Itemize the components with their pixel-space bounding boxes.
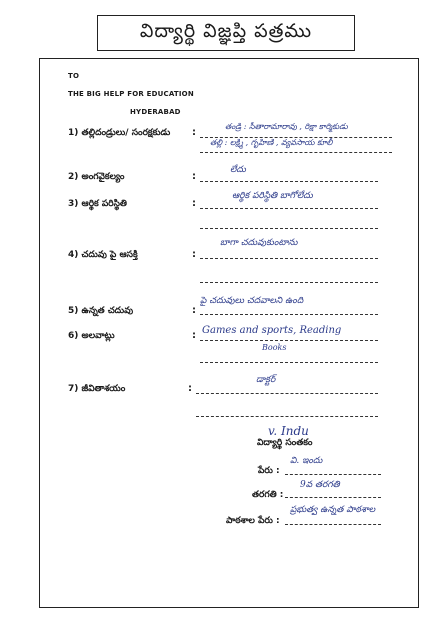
field-line: [285, 474, 381, 475]
colon: :: [188, 383, 192, 394]
colon: :: [192, 127, 196, 138]
school-value: ప్రభుత్వ ఉన్నత పాఠశాల: [290, 505, 376, 515]
field-ambition-value: డాక్టర్: [256, 375, 276, 385]
field-line: [200, 340, 378, 341]
colon: :: [192, 305, 196, 316]
field-habits-label: 6) అలవాట్లు: [68, 331, 115, 341]
field-habits-value-1: Games and sports, Reading: [202, 325, 342, 336]
colon: :: [192, 330, 196, 341]
colon: :: [192, 171, 196, 182]
field-line: [200, 362, 378, 363]
form-title: విద్యార్థి విజ్ఞప్తి పత్రము: [97, 15, 355, 51]
colon: :: [192, 249, 196, 260]
name-value: వి. ఇందు: [290, 456, 323, 466]
field-finance-label: 3) ఆర్థిక పరిస్థితి: [68, 199, 127, 209]
field-line: [200, 258, 378, 259]
field-line: [285, 524, 381, 525]
field-habits-value-2: Books: [262, 343, 287, 352]
field-interest-label: 4) చదువు పై ఆసక్తి: [68, 250, 138, 260]
colon: :: [192, 198, 196, 209]
address-city: HYDERABAD: [130, 108, 181, 116]
address-to: TO: [68, 72, 80, 80]
signature-caption: విద్యార్థి సంతకం: [257, 438, 313, 448]
field-parents-label: 1) తల్లిదండ్రులు/ సంరక్షకుడు: [68, 128, 171, 138]
field-ambition-label: 7) జీవితాశయం: [68, 384, 126, 394]
name-label: పేరు :: [258, 466, 280, 476]
field-line: [200, 282, 378, 283]
field-line: [200, 181, 378, 182]
field-line: [200, 314, 378, 315]
field-higher-study-value: పై చదువులు చదవాలని ఉంది: [200, 296, 304, 306]
field-parents-value-2: తల్లి : లక్ష్మి , గృహిణి , వ్యవసాయ కూలీ: [210, 138, 333, 147]
field-finance-value: ఆర్థిక పరిస్థితి బాగోలేదు: [232, 191, 313, 201]
address-org: THE BIG HELP FOR EDUCATION: [68, 90, 194, 98]
field-line: [285, 497, 381, 498]
class-value: 9వ తరగతి: [300, 480, 340, 490]
field-interest-value: బాగా చదువుకుంటాను: [220, 238, 298, 248]
field-line: [200, 152, 392, 153]
field-disability-value: లేదు: [230, 165, 246, 175]
field-higher-study-label: 5) ఉన్నత చదువు: [68, 306, 134, 316]
field-parents-value-1: తండ్రి : సీతారామారావు , రిక్షా కార్మికుడు: [225, 122, 348, 131]
field-line: [196, 393, 378, 394]
field-line: [200, 208, 378, 209]
field-line: [200, 228, 378, 229]
class-label: తరగతి :: [252, 490, 284, 500]
field-disability-label: 2) అంగవైకల్యం: [68, 172, 125, 182]
school-label: పాఠశాల పేరు :: [226, 516, 280, 526]
field-line: [196, 416, 378, 417]
student-signature: v. Indu: [268, 424, 309, 438]
